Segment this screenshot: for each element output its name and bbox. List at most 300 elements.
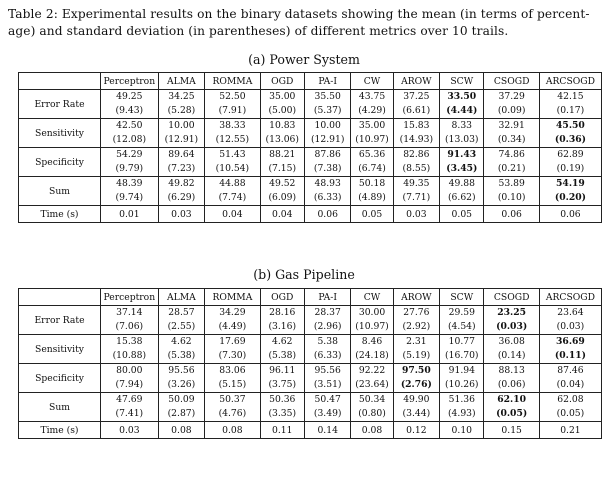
metric-cell	[440, 335, 484, 364]
std-dev-value: (7.91)	[218, 105, 247, 116]
std-dev-value: (13.06)	[265, 134, 299, 145]
time-value: 0.10	[440, 422, 484, 439]
metric-cell	[440, 177, 484, 206]
time-value: 0.06	[539, 206, 601, 223]
std-dev-value: (0.11)	[554, 350, 586, 361]
std-dev-value: (10.97)	[355, 321, 389, 332]
time-value: 0.14	[304, 422, 351, 439]
mean-value: 48.93	[314, 178, 341, 189]
column-header-ogd: OGD	[260, 289, 304, 306]
mean-value: 95.56	[168, 365, 195, 376]
metric-cell	[260, 177, 304, 206]
metric-cell	[304, 90, 351, 119]
metric-cell	[158, 335, 205, 364]
metric-cell	[260, 119, 304, 148]
metric-cell	[101, 393, 159, 422]
mean-value: 8.33	[451, 120, 473, 131]
metric-cell	[101, 306, 159, 335]
metric-label: Sum	[19, 393, 101, 422]
std-dev-value: (2.92)	[402, 321, 431, 332]
std-dev-value: (0.14)	[497, 350, 526, 361]
metric-cell	[205, 393, 260, 422]
column-header-alma: ALMA	[158, 73, 205, 90]
std-dev-value: (14.93)	[399, 134, 434, 145]
mean-value: 82.86	[403, 149, 430, 160]
std-dev-value: (0.36)	[554, 134, 586, 145]
mean-value: 17.69	[219, 336, 246, 347]
mean-value: 10.00	[168, 120, 195, 131]
metric-cell	[484, 306, 539, 335]
std-dev-value: (10.88)	[112, 350, 147, 361]
mean-value: 54.29	[116, 149, 143, 160]
column-header-arcsogd: ARCSOGD	[539, 73, 601, 90]
std-dev-value: (7.38)	[313, 163, 342, 174]
column-header-cw: CW	[351, 73, 393, 90]
std-dev-value: (4.89)	[358, 192, 386, 203]
metric-cell	[539, 148, 601, 177]
std-dev-value: (6.29)	[167, 192, 196, 203]
time-label: Time (s)	[19, 206, 101, 223]
mean-value: 44.88	[219, 178, 246, 189]
std-dev-value: (3.45)	[446, 163, 478, 174]
metric-cell	[260, 364, 304, 393]
mean-value: 50.34	[358, 394, 386, 405]
mean-value: 87.86	[314, 149, 341, 160]
metric-cell	[440, 306, 484, 335]
metric-cell	[304, 119, 351, 148]
std-dev-value: (9.43)	[115, 105, 144, 116]
metric-label: Error Rate	[19, 306, 101, 335]
mean-value: 43.75	[358, 91, 386, 102]
std-dev-value: (5.38)	[268, 350, 297, 361]
std-dev-value: (3.49)	[313, 408, 342, 419]
std-dev-value: (9.79)	[115, 163, 144, 174]
time-value: 0.21	[539, 422, 601, 439]
metric-cell	[440, 148, 484, 177]
std-dev-value: (4.29)	[358, 105, 386, 116]
mean-value: 48.39	[116, 178, 143, 189]
std-dev-value: (6.09)	[268, 192, 297, 203]
metric-cell	[304, 335, 351, 364]
mean-value: 42.50	[116, 120, 143, 131]
metric-cell	[158, 119, 205, 148]
std-dev-value: (3.26)	[167, 379, 196, 390]
mean-value: 2.31	[406, 336, 427, 347]
metric-cell	[440, 393, 484, 422]
std-dev-value: (0.03)	[556, 321, 585, 332]
mean-value: 53.89	[498, 178, 525, 189]
mean-value: 34.25	[168, 91, 195, 102]
mean-value: 97.50	[401, 365, 431, 376]
mean-value: 27.76	[403, 307, 430, 318]
mean-value: 15.38	[116, 336, 143, 347]
column-header-alma: ALMA	[158, 289, 205, 306]
mean-value: 74.86	[498, 149, 525, 160]
metric-cell	[101, 335, 159, 364]
metric-row	[19, 119, 602, 148]
column-header-perceptron: Perceptron	[101, 73, 159, 90]
metric-cell	[393, 177, 440, 206]
metric-cell	[158, 90, 205, 119]
std-dev-value: (5.00)	[268, 105, 297, 116]
std-dev-value: (3.44)	[402, 408, 431, 419]
mean-value: 33.50	[447, 91, 477, 102]
metric-cell	[484, 364, 539, 393]
std-dev-value: (12.91)	[164, 134, 199, 145]
std-dev-value: (3.16)	[268, 321, 297, 332]
metric-row	[19, 90, 602, 119]
std-dev-value: (7.71)	[402, 192, 431, 203]
mean-value: 23.64	[557, 307, 584, 318]
std-dev-value: (6.62)	[447, 192, 476, 203]
column-header-ogd: OGD	[260, 73, 304, 90]
metric-cell	[260, 148, 304, 177]
header-corner	[19, 289, 101, 306]
time-value: 0.04	[205, 206, 260, 223]
metric-cell	[440, 364, 484, 393]
std-dev-value: (0.20)	[554, 192, 586, 203]
header-row	[19, 73, 602, 90]
std-dev-value: (5.15)	[218, 379, 247, 390]
std-dev-value: (6.61)	[402, 105, 431, 116]
time-value: 0.11	[260, 422, 304, 439]
std-dev-value: (6.74)	[358, 163, 386, 174]
mean-value: 95.56	[314, 365, 341, 376]
std-dev-value: (0.10)	[497, 192, 526, 203]
mean-value: 45.50	[556, 120, 585, 131]
time-label: Time (s)	[19, 422, 101, 439]
std-dev-value: (8.55)	[402, 163, 431, 174]
metric-cell	[101, 90, 159, 119]
time-value: 0.03	[101, 422, 159, 439]
metric-cell	[484, 393, 539, 422]
metric-cell	[101, 177, 159, 206]
mean-value: 8.46	[361, 336, 383, 347]
std-dev-value: (0.09)	[497, 105, 526, 116]
metric-cell	[351, 90, 393, 119]
time-row	[19, 422, 602, 439]
column-header-pa-i: PA-I	[304, 73, 351, 90]
mean-value: 49.90	[403, 394, 430, 405]
metric-cell	[351, 364, 393, 393]
metric-cell	[260, 306, 304, 335]
power-system-table	[18, 72, 602, 223]
mean-value: 32.91	[498, 120, 525, 131]
column-header-perceptron: Perceptron	[101, 289, 159, 306]
metric-row	[19, 335, 602, 364]
mean-value: 49.82	[168, 178, 195, 189]
mean-value: 4.62	[171, 336, 192, 347]
time-value: 0.01	[101, 206, 159, 223]
metric-cell	[484, 119, 539, 148]
mean-value: 50.37	[219, 394, 246, 405]
time-value: 0.05	[440, 206, 484, 223]
column-header-pa-i: PA-I	[304, 289, 351, 306]
time-row	[19, 206, 602, 223]
mean-value: 42.15	[557, 91, 584, 102]
header-corner	[19, 73, 101, 90]
std-dev-value: (7.15)	[268, 163, 297, 174]
mean-value: 51.36	[448, 394, 475, 405]
metric-cell	[304, 177, 351, 206]
mean-value: 35.00	[358, 120, 386, 131]
mean-value: 49.52	[269, 178, 296, 189]
std-dev-value: (3.75)	[268, 379, 297, 390]
metric-cell	[351, 119, 393, 148]
column-header-scw: SCW	[440, 289, 484, 306]
table-a-title: (a) Power System	[248, 52, 360, 67]
metric-cell	[539, 177, 601, 206]
metric-cell	[101, 364, 159, 393]
std-dev-value: (0.19)	[556, 163, 585, 174]
time-value: 0.15	[484, 422, 539, 439]
metric-cell	[205, 306, 260, 335]
std-dev-value: (2.55)	[167, 321, 196, 332]
column-header-csogd: CSOGD	[484, 289, 539, 306]
mean-value: 88.21	[269, 149, 296, 160]
metric-cell	[101, 148, 159, 177]
column-header-arow: AROW	[393, 73, 440, 90]
metric-cell	[393, 119, 440, 148]
mean-value: 62.08	[557, 394, 584, 405]
metric-label: Sum	[19, 177, 101, 206]
time-value: 0.08	[351, 422, 393, 439]
mean-value: 28.37	[314, 307, 341, 318]
metric-cell	[393, 148, 440, 177]
column-header-csogd: CSOGD	[484, 73, 539, 90]
mean-value: 50.18	[358, 178, 386, 189]
mean-value: 54.19	[556, 178, 585, 189]
mean-value: 65.36	[358, 149, 386, 160]
gas-pipeline-table	[18, 288, 602, 439]
metric-row	[19, 148, 602, 177]
std-dev-value: (0.34)	[497, 134, 526, 145]
metric-cell	[539, 90, 601, 119]
metric-cell	[484, 90, 539, 119]
metric-cell	[393, 335, 440, 364]
std-dev-value: (0.05)	[496, 408, 528, 419]
std-dev-value: (6.33)	[313, 192, 342, 203]
std-dev-value: (0.03)	[496, 321, 528, 332]
metric-cell	[484, 177, 539, 206]
mean-value: 23.25	[497, 307, 527, 318]
mean-value: 87.46	[557, 365, 584, 376]
mean-value: 80.00	[116, 365, 143, 376]
std-dev-value: (12.91)	[310, 134, 345, 145]
metric-cell	[260, 393, 304, 422]
std-dev-value: (13.03)	[445, 134, 479, 145]
std-dev-value: (10.26)	[445, 379, 479, 390]
std-dev-value: (5.19)	[402, 350, 431, 361]
metric-cell	[440, 119, 484, 148]
table-caption	[8, 6, 600, 40]
mean-value: 83.06	[219, 365, 246, 376]
column-header-romma: ROMMA	[205, 289, 260, 306]
std-dev-value: (7.94)	[115, 379, 144, 390]
time-value: 0.04	[260, 206, 304, 223]
std-dev-value: (4.76)	[218, 408, 247, 419]
metric-cell	[158, 364, 205, 393]
std-dev-value: (4.93)	[447, 408, 476, 419]
metric-cell	[351, 306, 393, 335]
std-dev-value: (0.04)	[556, 379, 585, 390]
std-dev-value: (4.49)	[218, 321, 247, 332]
mean-value: 62.10	[497, 394, 527, 405]
std-dev-value: (2.87)	[167, 408, 196, 419]
mean-value: 10.00	[314, 120, 341, 131]
metric-label: Specificity	[19, 148, 101, 177]
std-dev-value: (16.70)	[445, 350, 479, 361]
metric-cell	[484, 335, 539, 364]
metric-cell	[205, 148, 260, 177]
std-dev-value: (10.54)	[215, 163, 250, 174]
metric-cell	[158, 306, 205, 335]
std-dev-value: (10.97)	[355, 134, 389, 145]
metric-cell	[158, 148, 205, 177]
metric-row	[19, 364, 602, 393]
std-dev-value: (0.21)	[497, 163, 526, 174]
std-dev-value: (4.54)	[447, 321, 476, 332]
std-dev-value: (2.76)	[400, 379, 432, 390]
mean-value: 49.35	[403, 178, 430, 189]
time-value: 0.05	[351, 206, 393, 223]
time-value: 0.08	[158, 422, 205, 439]
metric-cell	[351, 148, 393, 177]
metric-cell	[205, 335, 260, 364]
std-dev-value: (12.08)	[112, 134, 147, 145]
std-dev-value: (5.28)	[167, 105, 196, 116]
mean-value: 30.00	[358, 307, 386, 318]
std-dev-value: (2.96)	[313, 321, 342, 332]
metric-cell	[304, 393, 351, 422]
mean-value: 37.14	[116, 307, 143, 318]
metric-cell	[484, 148, 539, 177]
std-dev-value: (5.37)	[313, 105, 342, 116]
metric-cell	[539, 364, 601, 393]
metric-cell	[158, 177, 205, 206]
header-row	[19, 289, 602, 306]
mean-value: 35.50	[314, 91, 341, 102]
metric-cell	[260, 90, 304, 119]
metric-cell	[351, 393, 393, 422]
metric-row	[19, 393, 602, 422]
std-dev-value: (12.55)	[215, 134, 250, 145]
metric-cell	[205, 90, 260, 119]
metric-cell	[205, 177, 260, 206]
metric-row	[19, 306, 602, 335]
mean-value: 10.83	[269, 120, 296, 131]
std-dev-value: (7.41)	[115, 408, 144, 419]
metric-cell	[351, 335, 393, 364]
mean-value: 28.16	[269, 307, 296, 318]
time-value: 0.08	[205, 422, 260, 439]
metric-cell	[304, 364, 351, 393]
mean-value: 89.64	[168, 149, 195, 160]
std-dev-value: (3.51)	[313, 379, 342, 390]
table-b-title: (b) Gas Pipeline	[253, 267, 355, 282]
std-dev-value: (4.44)	[446, 105, 478, 116]
mean-value: 62.89	[557, 149, 584, 160]
std-dev-value: (7.23)	[167, 163, 196, 174]
std-dev-value: (3.35)	[268, 408, 297, 419]
time-value: 0.12	[393, 422, 440, 439]
time-value: 0.03	[158, 206, 205, 223]
metric-cell	[205, 364, 260, 393]
column-header-scw: SCW	[440, 73, 484, 90]
metric-cell	[393, 364, 440, 393]
std-dev-value: (0.06)	[497, 379, 526, 390]
metric-cell	[539, 119, 601, 148]
metric-cell	[158, 393, 205, 422]
metric-cell	[304, 148, 351, 177]
metric-cell	[351, 177, 393, 206]
std-dev-value: (0.05)	[556, 408, 585, 419]
std-dev-value: (6.33)	[313, 350, 342, 361]
metric-cell	[393, 90, 440, 119]
mean-value: 47.69	[116, 394, 143, 405]
mean-value: 10.77	[448, 336, 475, 347]
metric-cell	[539, 393, 601, 422]
mean-value: 5.38	[317, 336, 338, 347]
std-dev-value: (5.38)	[167, 350, 196, 361]
column-header-cw: CW	[351, 289, 393, 306]
caption-line-2: age) and standard deviation (in parentheses) of different metrics over 10 trails.	[8, 24, 509, 38]
mean-value: 92.22	[358, 365, 386, 376]
metric-cell	[539, 306, 601, 335]
std-dev-value: (7.06)	[115, 321, 144, 332]
time-value: 0.03	[393, 206, 440, 223]
metric-cell	[539, 335, 601, 364]
mean-value: 4.62	[272, 336, 293, 347]
mean-value: 38.33	[219, 120, 246, 131]
caption-line-1: Table 2: Experimental results on the binary datasets showing the mean (in terms of percent-	[8, 7, 590, 21]
std-dev-value: (7.30)	[218, 350, 247, 361]
column-header-romma: ROMMA	[205, 73, 260, 90]
mean-value: 50.47	[314, 394, 341, 405]
mean-value: 51.43	[219, 149, 246, 160]
mean-value: 37.25	[403, 91, 430, 102]
metric-label: Specificity	[19, 364, 101, 393]
mean-value: 29.59	[448, 307, 475, 318]
metric-cell	[393, 306, 440, 335]
std-dev-value: (0.17)	[556, 105, 585, 116]
mean-value: 91.94	[448, 365, 475, 376]
mean-value: 50.36	[269, 394, 296, 405]
mean-value: 49.25	[116, 91, 143, 102]
mean-value: 49.88	[448, 178, 475, 189]
mean-value: 91.43	[447, 149, 477, 160]
mean-value: 88.13	[498, 365, 525, 376]
metric-cell	[260, 335, 304, 364]
column-header-arow: AROW	[393, 289, 440, 306]
std-dev-value: (0.80)	[358, 408, 386, 419]
mean-value: 96.11	[269, 365, 296, 376]
mean-value: 35.00	[269, 91, 296, 102]
metric-cell	[101, 119, 159, 148]
std-dev-value: (23.64)	[355, 379, 389, 390]
mean-value: 52.50	[219, 91, 246, 102]
metric-row	[19, 177, 602, 206]
metric-label: Sensitivity	[19, 119, 101, 148]
metric-cell	[205, 119, 260, 148]
mean-value: 50.09	[168, 394, 195, 405]
mean-value: 15.83	[403, 120, 430, 131]
metric-cell	[440, 90, 484, 119]
std-dev-value: (9.74)	[115, 192, 144, 203]
metric-cell	[304, 306, 351, 335]
metric-label: Sensitivity	[19, 335, 101, 364]
std-dev-value: (7.74)	[218, 192, 247, 203]
